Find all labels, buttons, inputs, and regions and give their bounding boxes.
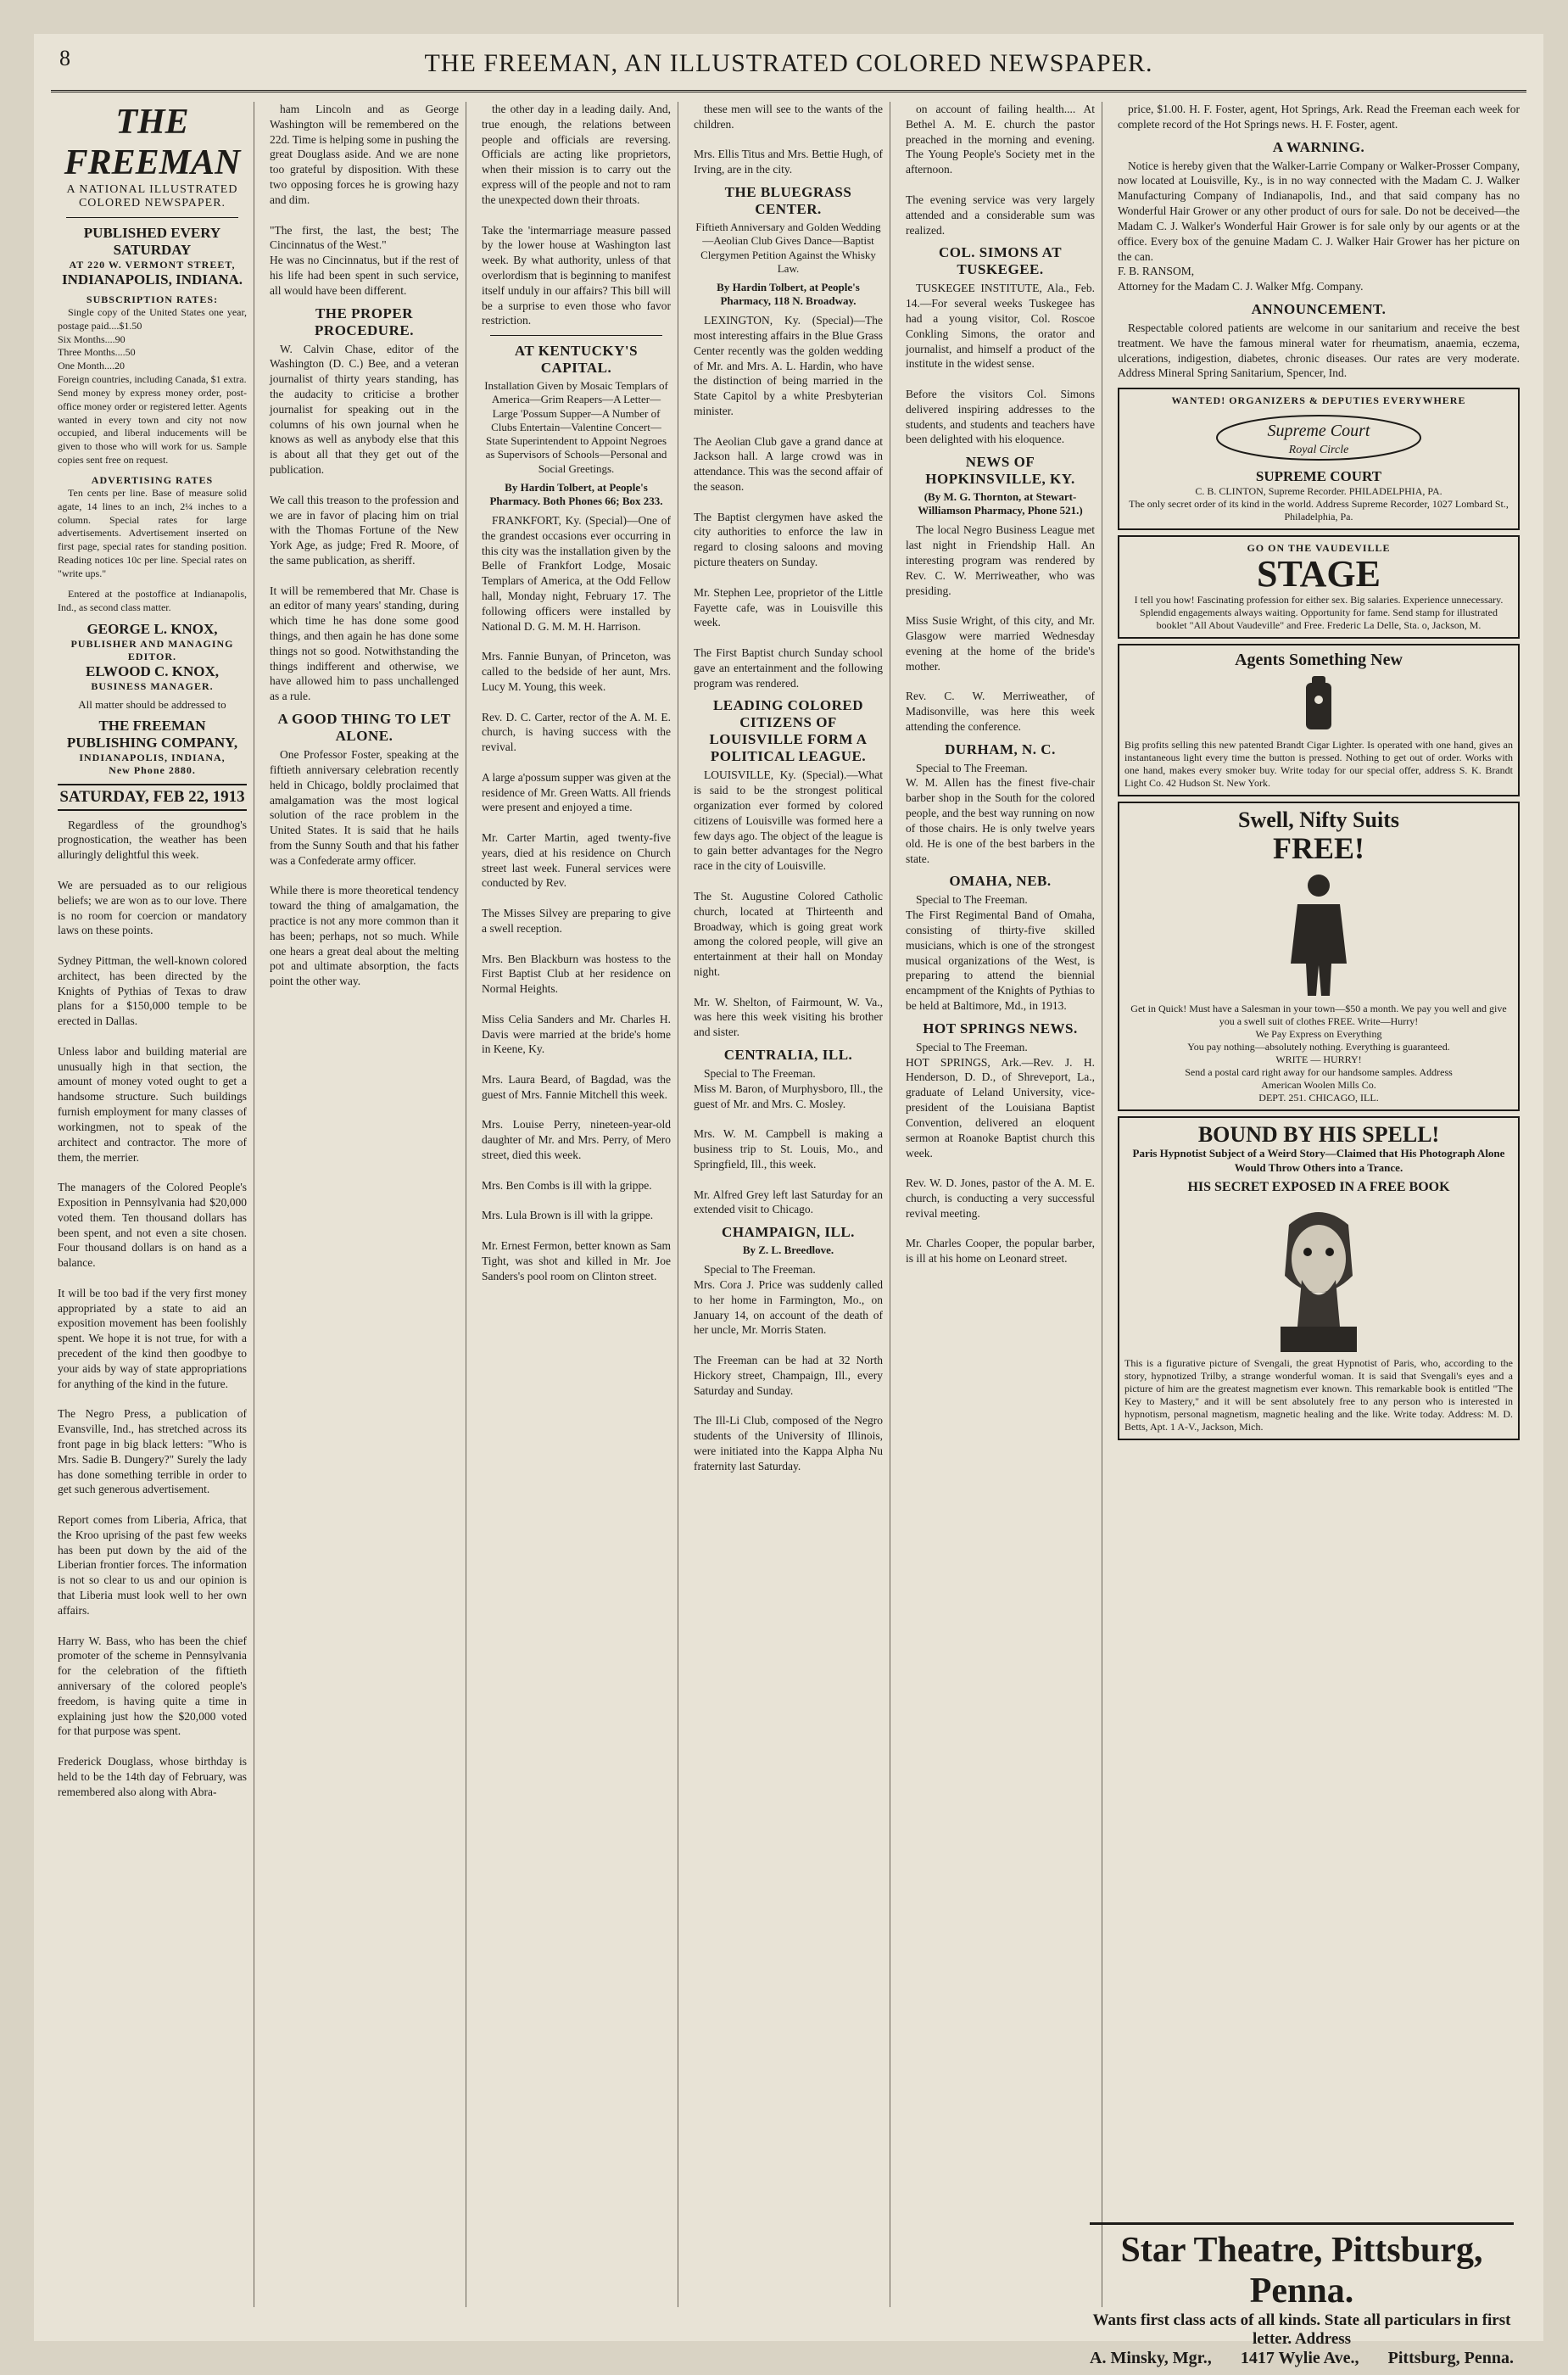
page-number: 8 (59, 46, 70, 70)
advertising-column (1111, 102, 1526, 2307)
article-body: W. Calvin Chase, editor of the Washington (D. C.) Bee, and a veteran journalist of thirty years standing, has the audacity to criticise a brother journalist for speaking out in the columns of his own journal when he knows as well as anybody else that this is about all that they get out of the publication. We call this treason to the profession and we are in favor of placing him on trial with the Thomas Fortune of the New York Age, as judge; Fred R. Moore, of the same publication, as sheriff. It will be remembered that Mr. Chase is an editor of many years' standing, during which time he has done some good things, and then again he has done some things not so good. Notwithstanding the things indifferent and otherwise, we have allowed him to pass unchallenged as a rule. (270, 342, 459, 703)
top-rule (51, 90, 1526, 92)
ad-headline: Agents Something New (1235, 651, 1403, 670)
article-heading: HOT SPRINGS NEWS. (923, 1020, 1078, 1037)
ad-manager: A. Minsky, Mgr., (1090, 2349, 1212, 2367)
ad-text: Big profits selling this new patented Brandt Cigar Lighter. Is operated with one hand, gives an instantaneous light every time the button is pressed. Nothing to get out of order. Works with one hand, makes every smoker buy. Write today for our special offer, address S. K. Brandt Light Co. 42 Hudson St. New York. (1124, 739, 1513, 790)
article-heading: A GOOD THING TO LET ALONE. (277, 711, 451, 745)
article-byline: By Z. L. Breedlove. (742, 1243, 834, 1257)
article-heading: CENTRALIA, ILL. (723, 1047, 853, 1063)
publisher-role: PUBLISHER AND MANAGING EDITOR. (70, 638, 234, 663)
editorial-column-1: Regardless of the groundhog's prognostication, the weather has been alluringly delightful this week. We are persuaded as to our religious beliefs; we are won as to our love. There is no room for coercion or mandatory laws on these points. Sydney Pittman, the well-known colored architect, has been directed by the Knights of Pythias of Texas to draw plans for a $150,000 temple to be erected in Dallas. Unless labor and building material are unusually high in that section, the amount of money voted ought to get a handsome structure. Such buildings furnish employment for many classes of workingmen, not to speak of the architect and contractor. The more of them, the merrier. The managers of the Colored People's Exposition in Pennsylvania had $20,000 voted them. Ten thousand dollars has been spent, and not even a site chosen. Four thousand dollars is on hand as a balance. It will be too bad if the very first money appropriated by a state to aid an exposition movement has been foolishly spent. We hope it is not true, for with a precedent of the kind then goodbye to your aids by way of state appropriations for anything of the kind in the future. The Negro Press, a publication of Evansville, Ind., has stretched across its front page in big black letters: "Who is Mrs. Sadie B. Dungery?" Surely the lady has done something terrible in order to get such generous advertisement. Report comes from Liberia, Africa, that the Kroo uprising of the past few weeks has been put down by the aid of the Liberian frontier forces. The information is not so clear to us and our opinion is that Liberia must look well to her own affairs. Harry W. Bass, who has been the chief promoter of the scheme in Pennsylvania for the celebration of the fiftieth anniversary of the colored people's freedom, is having quite a time in explaining just how the $20,000 voted for that purpose was spent. Frederick Douglass, whose birthday is held to be the 14th day of February, was remembered also along with Abra- (58, 818, 247, 1798)
suited-man-icon (1281, 870, 1357, 998)
city-line: INDIANAPOLIS, INDIANA. (62, 271, 243, 288)
article-body: the other day in a leading daily. And, true enough, the relations between people and officials are reversing. Officials are acting like proprietors, when their mission is to carry out the express will of the people and not to ram the unexpected down their throats. Take the 'intermarriage measure passed by the lower house at Washington last week. By what authority, unless of that overlordism that is beginning to manifest itself unduly in our affairs? This bill will be a surprise to even those who favor restriction. (482, 103, 671, 327)
column-4 (687, 102, 890, 2307)
vaudeville-ad (1118, 535, 1520, 639)
cigar-lighter-ad (1118, 644, 1520, 796)
column-2 (263, 102, 466, 2307)
column-5 (899, 102, 1102, 2307)
supreme-court-ad (1118, 388, 1520, 530)
ad-city: Pittsburg, Penna. (1387, 2349, 1514, 2367)
editorial-column-2: ham Lincoln and as George Washington will be remembered on the 22d. Time is helping some in pushing the great Douglass aside. And we are none too grateful by disposition. With these two opposing forces he is growing hazy and dim. "The first, the last, the best; The Cincinnatus of the West." He was no Cincinnatus, but if the rest of his life had been spent in such service, all would have been different. (270, 103, 459, 297)
ad-text: C. B. CLINTON, Supreme Recorder. PHILADELPHIA, PA. The only secret order of its kind in the world. Address Supreme Recorder, 1027 Lombard St., Philadelphia, Pa. (1129, 485, 1509, 523)
ad-text: Wants first class acts of all kinds. State all particulars in first letter. Address (1092, 2311, 1511, 2348)
article-heading: DURHAM, N. C. (945, 740, 1056, 757)
published-line: PUBLISHED EVERY SATURDAY (83, 225, 221, 258)
ad-text: This is a figurative picture of Svengali, the great Hypnotist of Paris, who, according to the story, hypnotized Trilby, a strange wonderful woman. It is said that Svengali's eyes and a picture of him are the greatest magnetism ever known. This remarkable book is entitled "The Key to Mastery," and it will be sent absolutely free to any person who is interested in hypnotism, personal magnetism, magnetic healing and the like. Write today. Address: M. D. Betts, Apt. 1 A-V., Jackson, Mich. (1124, 1357, 1513, 1433)
ad-line: SUPREME COURT (1255, 468, 1382, 485)
column-1 (51, 102, 254, 2307)
ad-tagline: GO ON THE VAUDEVILLE (1247, 542, 1391, 555)
newspaper-page (34, 34, 1543, 2367)
advertising-text: Ten cents per line. Base of measure solid agate, 14 lines to an inch, 2¼ inches to a column. Special rates for large advertisements. Advertisement inserted on first page, special rates for standing position. Reading notices 10c per line. Special rates on "write ups." (58, 486, 247, 579)
article-body: Special to The Freeman. Mrs. Cora J. Price was suddenly called to her home in Farmington, Mo., on January 14, on account of the death of her uncle, Mr. Morris Staten. The Freeman can be had at 32 North Hickory street, Champaign, Ill., every Saturday and Sunday. The Ill-Li Club, composed of the Negro students of the University of Illinois, were initiated into the Kappa Alpha Nu fraternity last Saturday. (694, 1263, 883, 1472)
article-body: price, $1.00. H. F. Foster, agent, Hot Springs, Ark. Read the Freeman each week for complete record of the Hot Springs news. H. F. Foster, agent. (1118, 103, 1520, 131)
ad-headline: Swell, Nifty Suits (1238, 808, 1399, 833)
article-body: The local Negro Business League met last night in Friendship Hall. An interesting program was rendered by Rev. C. W. Merriweather, who was presiding. Miss Susie Wright, of this city, and Mr. Glasgow were married Wednesday evening at the home of the bride's mother. Rev. C. W. Merriweather, of Madisonville, was here this week attending the conference. (906, 523, 1095, 733)
subscription-heading: SUBSCRIPTION RATES: (86, 293, 219, 305)
cigar-lighter-icon (1285, 674, 1353, 734)
subscription-text: Single copy of the United States one year, postage paid....$1.50 Six Months....90 Three Months....50 One Month....20 Foreign countries, including Canada, $1 extra. Send money by express money order, post-office money order or registered letter. Agents wanted in every town and city not now occupied, and liberal inducements will be given to those who will work for us. Sample copies sent free on request. (58, 306, 247, 467)
article-body: LOUISVILLE, Ky. (Special).—What is said to be the strongest political organization ever formed by colored citizens of Louisville was formed here a few days ago. The object of the league is to gain better advantages for the Negro race in the city of Louisville. The St. Augustine Colored Catholic church, located at Thirteenth and Broadway, which is going great work among the colored people, will give an entertainment at their hall on Monday night. Mr. W. Shelton, of Fairmount, W. Va., was here this week visiting his brother and sister. (694, 768, 883, 1039)
columns-grid (51, 102, 1526, 2307)
article-body: LEXINGTON, Ky. (Special)—The most interesting affairs in the Blue Grass Center recently was the golden wedding of Mr. and Mrs. A. L. Hardin, who have the distinction of being married in the State Capitol by a white Presbyterian minister. The Aeolian Club gave a grand dance at Jackson hall. A large crowd was in attendance. This was the second affair of the season. The Baptist clergymen have asked the city authorities to enforce the law in regard to closing saloons and moving picture theaters on Sunday. Mr. Stephen Lee, proprietor of the Little Fayette cafe, was in Louisville this week. The First Baptist church Sunday school gave an entertainment and the following program was rendered. (694, 314, 883, 690)
hypnotist-ad (1118, 1116, 1520, 1441)
article-body: Special to The Freeman. Miss M. Baron, of Murphysboro, Ill., the guest of Mr. and Mrs. C. Mosley. Mrs. W. M. Campbell is making a business trip to St. Louis, Mo., and Springfield, Ill., this week. Mr. Alfred Grey left last Saturday for an extended visit to Chicago. (694, 1067, 883, 1216)
order-emblem-icon (1208, 412, 1429, 463)
company-phone: New Phone 2880. (109, 763, 196, 776)
svg-text:Supreme Court: Supreme Court (1267, 422, 1370, 441)
divider (66, 217, 238, 218)
masthead-tagline: A NATIONAL ILLUSTRATED COLORED NEWSPAPER. (66, 183, 238, 210)
ad-street: 1417 Wylie Ave., (1240, 2349, 1359, 2367)
article-body: TUSKEGEE INSTITUTE, Ala., Feb. 14.—For several weeks Tuskegee has had a young visitor, Col. Roscoe Conkling Simons, the orator and journalist, and himself a product of the institute in the widest sense. Before the visitors Col. Simons delivered inspiring addresses to the students, and students and teachers have been delighted with his eloquence. (906, 282, 1095, 446)
notice-heading: A WARNING. (1272, 138, 1365, 155)
ad-headline: BOUND BY HIS SPELL! (1197, 1121, 1440, 1147)
article-heading: NEWS OF HOPKINSVILLE, KY. (925, 454, 1075, 488)
ad-headline: Star Theatre, Pittsburg, Penna. (1120, 2231, 1483, 2311)
article-subheading: Fiftieth Anniversary and Golden Wedding—Aeolian Club Gives Dance—Baptist Clergymen Petition Against the Whisky Law. (695, 221, 881, 275)
warning-notice: Notice is hereby given that the Walker-Larrie Company or Walker-Prosser Company, now located at Louisville, Ky., is in no way connected with the Madam C. J. Walker Manufacturing Company of Indianapolis, Ind., and that said company has no Wonderful Hair Grower or any other product of ours for sale. Do not be deceived—the Madam C. J. Walker's Wonderful Hair Grower is for sale only by our agents or at the office. Every box of the genuine Madam C. J. Walker Hair Grower has her picture on the can. F. B. RANSOM, Attorney for the Madam C. J. Walker Mfg. Company. (1118, 159, 1520, 293)
ad-subheading: Paris Hypnotist Subject of a Weird Story—Claimed that His Photograph Alone Would Throw Others into a Trance. (1132, 1147, 1505, 1174)
ad-headline: STAGE (1257, 553, 1381, 595)
article-heading: AT KENTUCKY'S CAPITAL. (514, 343, 639, 377)
article-heading: COL. SIMONS AT TUSKEGEE. (938, 244, 1063, 278)
hypnotist-portrait-icon (1255, 1199, 1382, 1352)
article-subheading: Installation Given by Mosaic Templars of America—Grim Reapers—A Letter—Large 'Possum Supper—A Number of Clubs Entertain—Valentine Concert—State Superintendent to Appoint Negroes as Supervisors of Schools—Personal and Social Greetings. (484, 379, 668, 475)
ad-text: Get in Quick! Must have a Salesman in your town—$50 a month. We pay you well and give you a swell suit of clothes FREE. Write—Hurry! We Pay Express on Everything You pay nothing—absolutely nothing. Everything is guaranteed. WRITE — HURRY! Send a postal card right away for our handsome samples. Address American Woolen Mills Co. DEPT. 251. CHICAGO, ILL. (1130, 1002, 1507, 1104)
article-body: One Professor Foster, speaking at the fiftieth anniversary celebration recently held in Chicago, boldly proclaimed that amalgamation was the most logical solution of the race problem in the United States. It is said that he hails from the Sunny South and that his father was a Confederate army officer. While there is more theoretical tendency toward the thing of amalgamation, the practice is not any more common than it has been; perhaps, not so much. While one hears a great deal about the melting pot and ultimate absorption, the facts point the other way. (270, 748, 459, 988)
address-notice: All matter should be addressed to (78, 698, 226, 712)
woolen-mills-ad (1118, 802, 1520, 1110)
article-body: Special to The Freeman. The First Regimental Band of Omaha, consisting of thirty-five skilled musicians, which is one of the strongest musical organizations of the West, is preparing to attend the biennial encampment of the Knights of Pythias to be held at Baltimore, Md., in 1913. (906, 893, 1095, 1012)
article-byline: (By M. G. Thornton, at Stewart-Williamson Pharmacy, Phone 521.) (918, 490, 1083, 517)
publisher-name: GEORGE L. KNOX, (86, 621, 218, 638)
ad-address-row (1090, 2349, 1514, 2368)
article-body: on account of failing health.... At Bethel A. M. E. church the pastor preached in the morning and evening. The Young People's Society met in the afternoon. The evening service was very largely attended and a considerable sum was realized. (906, 103, 1095, 237)
article-body: Special to The Freeman. W. M. Allen has the finest five-chair barber shop in the South for the colored people, and the best way running on now of those chairs. He is only twelve years old. He is one of the best barbers in the state. (906, 761, 1095, 865)
star-theatre-ad (1090, 2222, 1514, 2368)
manager-name: ELWOOD C. KNOX, (85, 663, 220, 680)
article-body: Special to The Freeman. HOT SPRINGS, Ark.—Rev. J. H. Henderson, D. D., of Shreveport, La., graduate of Leland University, vice-president of the Louisiana Baptist Convention, delivered an eloquent sermon at Roanoke Baptist church this week. Rev. W. D. Jones, pastor of the A. M. E. church, is conducting a very successful revival meeting. Mr. Charles Cooper, the popular barber, is ill at his home on Leonard street. (906, 1040, 1095, 1266)
company-name: THE FREEMAN PUBLISHING COMPANY, (66, 717, 238, 751)
entered-notice: Entered at the postoffice at Indianapolis, Ind., as second class matter. (58, 587, 247, 613)
notice-heading: ANNOUNCEMENT. (1251, 300, 1387, 317)
article-heading: THE PROPER PROCEDURE. (315, 305, 414, 338)
ad-text: I tell you how! Fascinating profession for either sex. Big salaries. Experience unnecessary. Splendid engagements always waiting. Opportunity for fame. Send stamp for illustrated booklet "All About Vaudeville" and Free. Frederic La Delle, Sta. o, Jackson, M. (1134, 594, 1504, 632)
svg-text:Royal Circle: Royal Circle (1288, 444, 1349, 457)
article-heading: LEADING COLORED CITIZENS OF LOUISVILLE FORM A POLITICAL LEAGUE. (709, 697, 868, 765)
running-title: THE FREEMAN, AN ILLUSTRATED COLORED NEWSPAPER. (424, 49, 1153, 77)
issue-date: SATURDAY, FEB 22, 1913 (58, 784, 247, 811)
divider (490, 335, 662, 336)
masthead-title: THE FREEMAN (64, 103, 241, 182)
article-body: FRANKFORT, Ky. (Special)—One of the grandest occasions ever occurring in this city was the installation given by the Belle of Frankfort Lodge, Mosaic Templars of America, at the Odd Fellow hall, Monday night, February 17. The following officers were installed by National D. G. M. M. H. Harrison. Mrs. Fannie Bunyan, of Princeton, was called to the bedside of her aunt, Mrs. Lucy M. Young, this week. Rev. D. C. Carter, rector of the A. M. E. church, is having success with the revival. A large a'possum supper was given at the residence of Mr. Green Watts. All friends were present and enjoyed a time. Mr. Carter Martin, aged twenty-five years, died at his residence on Church street last week. Funeral services were conducted by Rev. The Misses Silvey are preparing to give a swell reception. Mrs. Ben Blackburn was hostess to the First Baptist Club at her residence on Normal Heights. Miss Celia Sanders and Mr. Charles H. Davis were married at the bride's home in Keene, Ky. Mrs. Laura Beard, of Bagdad, was the guest of Mrs. Fannie Mitchell this week. Mrs. Louise Perry, nineteen-year-old daughter of Mr. and Mrs. Perry, of Mero street, died this week. Mrs. Ben Combs is ill with la grippe. Mrs. Lula Brown is ill with la grippe. Mr. Ernest Fermon, better known as Sam Tight, was shot and killed in Mr. Joe Sanders's pool room on Clinton street. (482, 513, 671, 1282)
article-body: these men will see to the wants of the children. Mrs. Ellis Titus and Mrs. Bettie Hugh, of Irving, are in the city. (694, 103, 883, 176)
article-byline: By Hardin Tolbert, at People's Pharmacy, 118 N. Broadway. (717, 281, 860, 308)
column-3 (475, 102, 678, 2307)
address-line: AT 220 W. VERMONT STREET, (69, 259, 236, 271)
advertising-heading: ADVERTISING RATES (91, 473, 214, 486)
article-heading: OMAHA, NEB. (949, 873, 1052, 890)
announcement-text: Respectable colored patients are welcome in our sanitarium and receive the best treatment. We have the famous mineral water for rheumatism, anaemia, eczema, ulcerations, indigestion, diabetes, chronic diseases. Our rates are very moderate. Address Mineral Spring Sanitarium, Spencer, Ind. (1118, 321, 1520, 380)
article-byline: By Hardin Tolbert, at People's Pharmacy. Both Phones 66; Box 233. (489, 480, 663, 507)
manager-role: BUSINESS MANAGER. (91, 680, 214, 693)
article-heading: THE BLUEGRASS CENTER. (724, 184, 852, 218)
ad-headline: HIS SECRET EXPOSED IN A FREE BOOK (1187, 1179, 1450, 1194)
article-heading: CHAMPAIGN, ILL. (722, 1224, 855, 1241)
ad-free-label: FREE! (1273, 830, 1364, 865)
ad-tagline: WANTED! ORGANIZERS & DEPUTIES EVERYWHERE (1171, 394, 1466, 407)
company-city: INDIANAPOLIS, INDIANA, (79, 751, 226, 763)
